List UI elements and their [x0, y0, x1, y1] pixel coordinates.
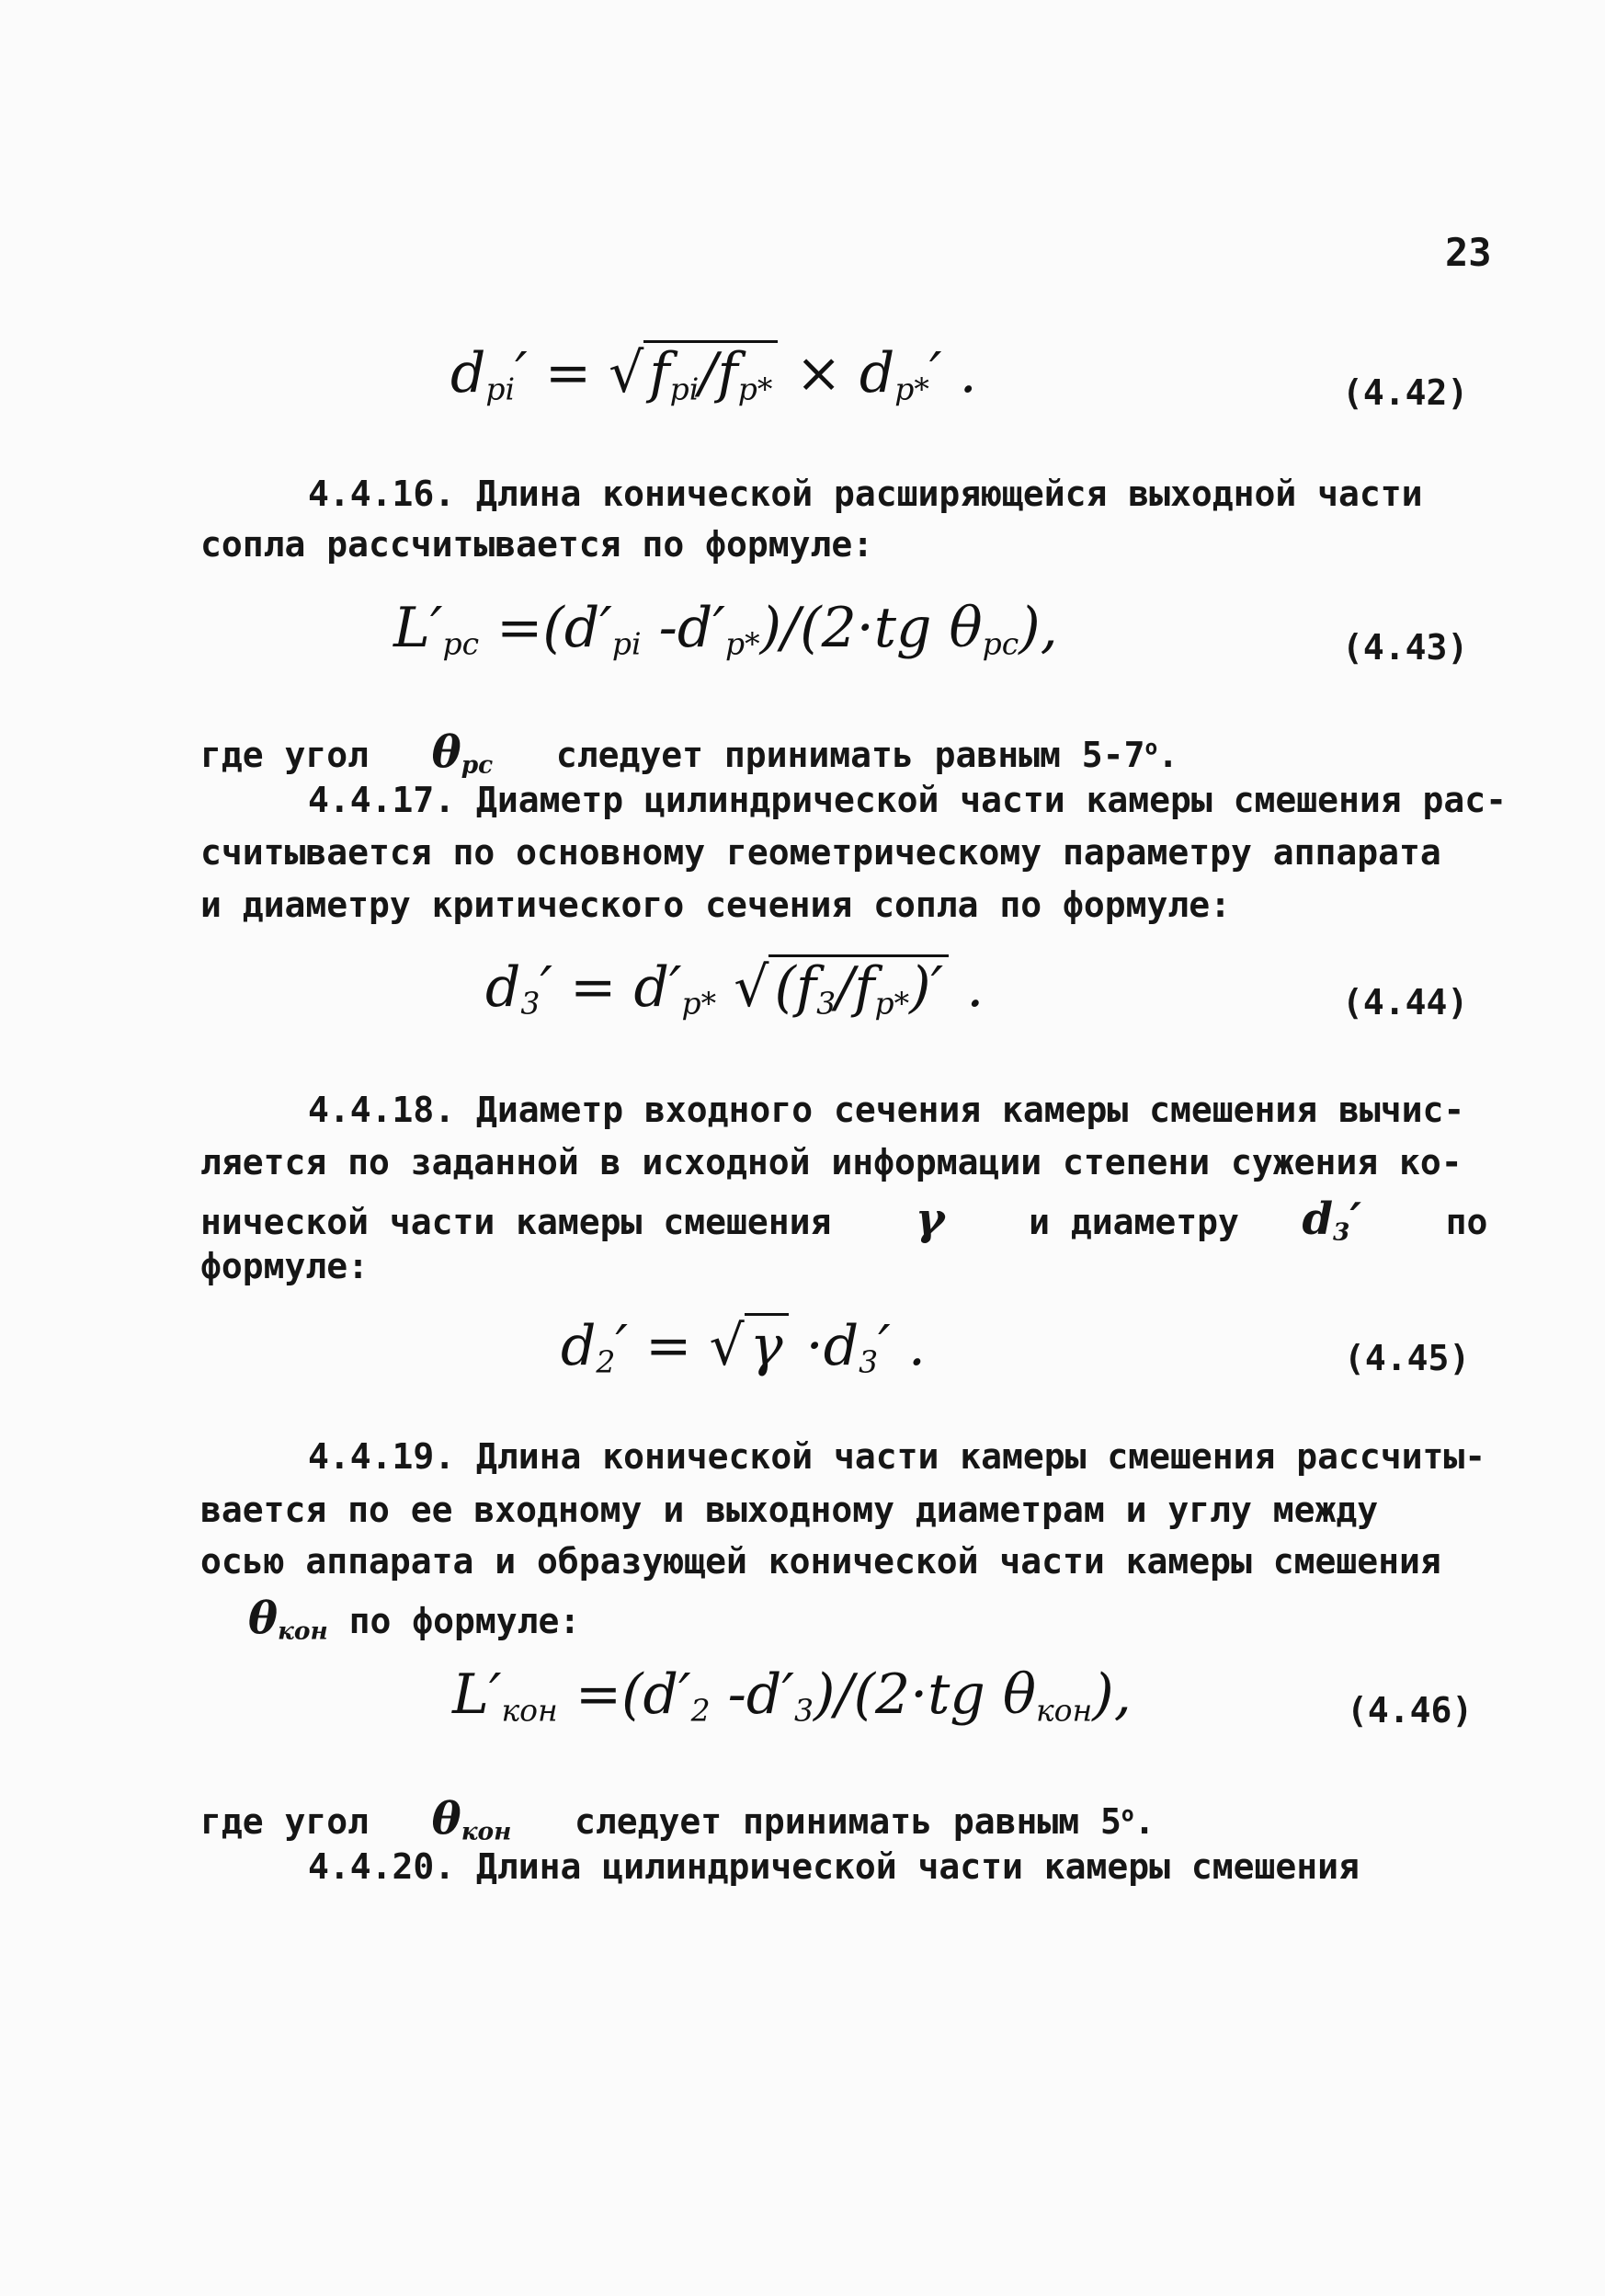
equation-number-4-46: (4.46) — [1347, 1690, 1474, 1731]
equation-4-44: $d_3' = d'_{p*}$ √ $(f_3/f_{p*})'$ . — [485, 955, 985, 1022]
paragraph-4-4-16-line-2: сопла рассчитывается по формуле: — [200, 524, 874, 565]
page-number: 23 — [1445, 230, 1492, 275]
equation-4-43: $L'_{pc} =(d'_{pi}$ $-d'_{p*})/(2\cdot tg$ $\theta_{pc}$), — [393, 596, 1058, 662]
radical: γ — [745, 1313, 789, 1376]
paragraph-4-4-18-line-1: 4.4.18. Диаметр входного сечения камеры смешения вычис- — [308, 1090, 1465, 1130]
paragraph-4-4-20-line-1: 4.4.20. Длина цилиндрической части камеры смешения — [308, 1846, 1360, 1887]
paragraph-4-4-17-line-2: считывается по основному геометрическому параметру аппарата — [200, 832, 1441, 873]
paragraph-4-4-17-line-3: и диаметру критического сечения сопла по формуле: — [200, 885, 1232, 925]
angle-note-2: где угол $\theta_{кон}$ следует принимать равным 5$^o$. — [200, 1793, 1155, 1846]
radical: $f_{pi}/f_{p*}$ — [643, 340, 778, 406]
paragraph-4-4-18-line-3: нической части камеры смешения γ и диаметру $d_3'$ по — [200, 1194, 1488, 1247]
equation-4-42: $d_{pi}'$ = √ $f_{pi}/f_{p*} \times d_{p*}'$ . — [450, 341, 977, 407]
equation-number-4-44: (4.44) — [1342, 982, 1469, 1022]
radical: $(f_3/f_{p*})'$ — [768, 954, 949, 1021]
equation-4-45: $d_2'$ = √ $\gamma \cdot d_3'$ . — [561, 1314, 926, 1380]
paragraph-4-4-16-line-1: 4.4.16. Длина конической расширяющейся выходной части — [308, 474, 1423, 514]
paragraph-4-4-19-line-4: $\theta_{кон}$ по формуле: — [248, 1593, 581, 1646]
equation-number-4-43: (4.43) — [1342, 627, 1469, 668]
theta-symbol: $\theta_{pc}$ — [431, 726, 494, 780]
gamma-symbol: γ — [915, 1194, 945, 1245]
paragraph-4-4-19-line-1: 4.4.19. Длина конической части камеры смешения рассчиты- — [308, 1436, 1486, 1477]
d3-symbol: $d_3'$ — [1302, 1194, 1362, 1247]
paragraph-4-4-19-line-2: вается по ее входному и выходному диаметрам и углу между — [200, 1490, 1379, 1530]
paragraph-4-4-18-line-2: ляется по заданной в исходной информации степени сужения ко- — [200, 1142, 1463, 1182]
paragraph-4-4-17-line-1: 4.4.17. Диаметр цилиндрической части камеры смешения рас- — [308, 780, 1508, 820]
angle-note-1: где угол $\theta_{pc}$ следует принимать равным 5-7$^o$. — [200, 726, 1179, 780]
equation-number-4-45: (4.45) — [1344, 1338, 1471, 1378]
equation-number-4-42: (4.42) — [1342, 372, 1469, 413]
paragraph-4-4-18-line-4: формуле: — [200, 1246, 370, 1286]
theta-kon-symbol: $\theta_{кон}$ — [431, 1793, 512, 1846]
equation-4-46: $L'_{кон} =(d'_2$ $-d'_3)/(2\cdot tg$ $\theta_{кон}$), — [452, 1662, 1132, 1729]
paragraph-4-4-19-line-3: осью аппарата и образующей конической части камеры смешения — [200, 1541, 1441, 1582]
theta-kon-symbol: $\theta_{кон}$ — [248, 1593, 328, 1646]
